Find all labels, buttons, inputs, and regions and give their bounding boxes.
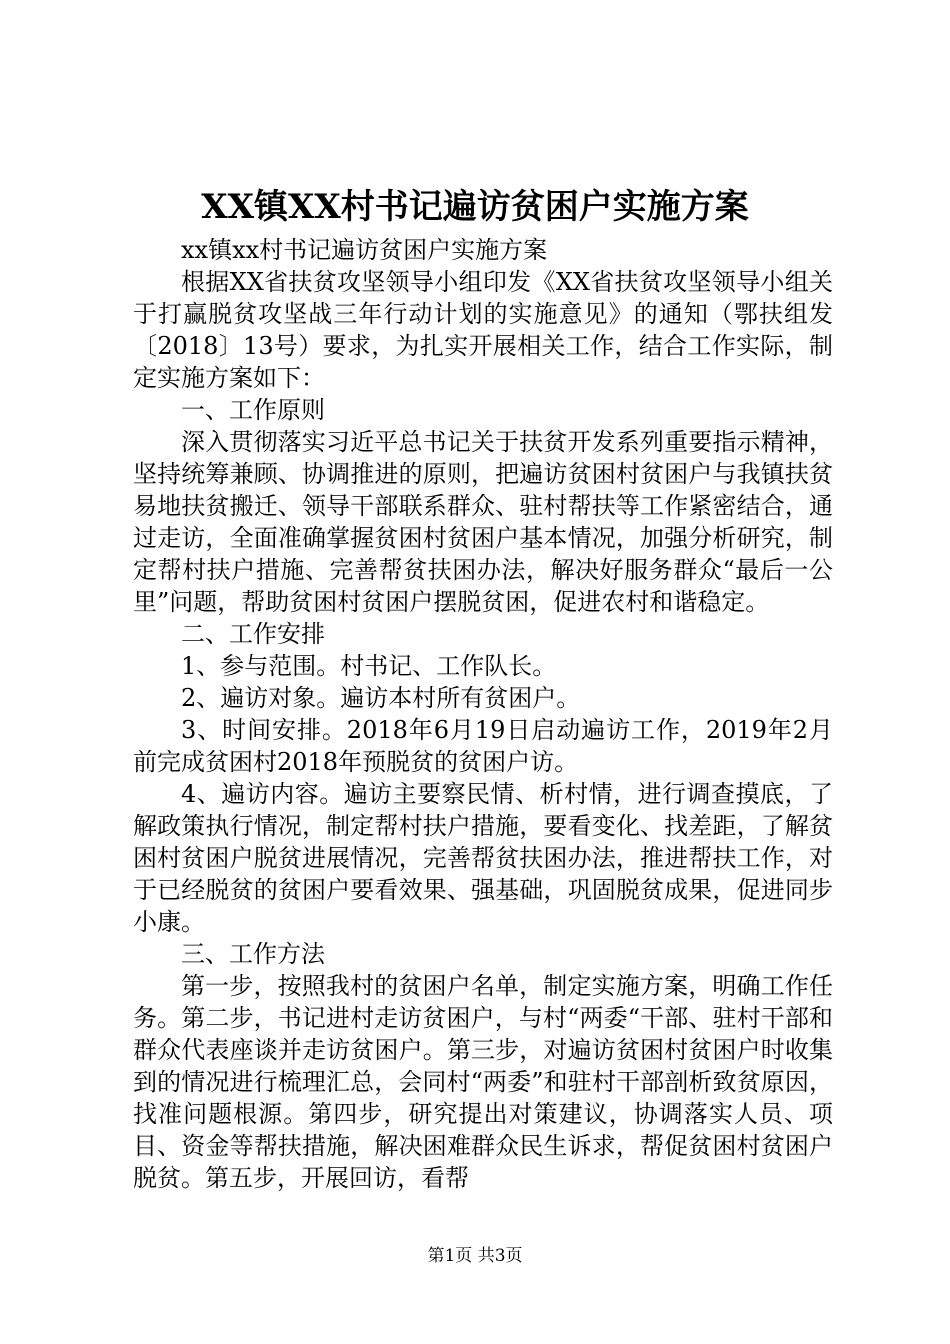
paragraph-methods: 第一步，按照我村的贫困户名单，制定实施方案，明确工作任务。第二步，书记进村走访贫困户，与村“两委“干部、驻村干部和群众代表座谈并走访贫困户。第三步，对遍访贫困村贫困户时收集到的情况进行梳理汇总，会同村“两委”和驻村干部剖析致贫原因，找准问题根源。第四步，研究提出对策建议，协调落实人员、项目、资金等帮扶措施，解决困难群众民生诉求，帮促贫困村贫困户脱贫。第五步，开展回访，看帮: [133, 972, 833, 1192]
paragraph-schedule: 3、时间安排。2018年6月19日启动遍访工作，2019年2月前完成贫困村2018年预脱贫的贫困户访。: [133, 716, 833, 776]
document-title: XX镇XX村书记遍访贫困户实施方案: [201, 187, 749, 227]
paragraph-targets: 2、遍访对象。遍访本村所有贫困户。: [181, 684, 581, 712]
page-footer: 第1页 共3页: [427, 1246, 523, 1266]
document-body: [133, 234, 833, 1194]
paragraph-subtitle: xx镇xx村书记遍访贫困户实施方案: [181, 236, 548, 264]
paragraph-intro: 根据XX省扶贫攻坚领导小组印发《XX省扶贫攻坚领导小组关于打赢脱贫攻坚战三年行动计划的实施意见》的通知（鄂扶组发〔2018〕13号）要求，为扎实开展相关工作，结合工作实际，制定实施方案如下：: [133, 268, 833, 392]
paragraph-principles: 深入贯彻落实习近平总书记关于扶贫开发系列重要指示精神，坚持统筹兼顾、协调推进的原则，把遍访贫困村贫困户与我镇扶贫易地扶贫搬迁、领导干部联系群众、驻村帮扶等工作紧密结合，通过走访，全面准确掌握贫困村贫困户基本情况，加强分析研究，制定帮村扶户措施、完善帮贫扶困办法，解决好服务群众“最后一公里”问题，帮助贫困村贫困户摆脱贫困，促进农村和谐稳定。: [133, 428, 833, 616]
paragraph-scope: 1、参与范围。村书记、工作队长。: [181, 652, 557, 680]
section-heading-arrangement: 二、工作安排: [181, 620, 325, 648]
section-heading-principles: 一、工作原则: [181, 396, 325, 424]
paragraph-content: 4、遍访内容。遍访主要察民情、析村情，进行调查摸底，了解政策执行情况，制定帮村扶户措施，要看变化、找差距，了解贫困村贫困户脱贫进展情况，完善帮贫扶困办法，推进帮扶工作，对于已经脱贫的贫困户要看效果、强基础，巩固脱贫成果，促进同步小康。: [133, 780, 833, 936]
section-heading-methods: 三、工作方法: [181, 940, 325, 968]
